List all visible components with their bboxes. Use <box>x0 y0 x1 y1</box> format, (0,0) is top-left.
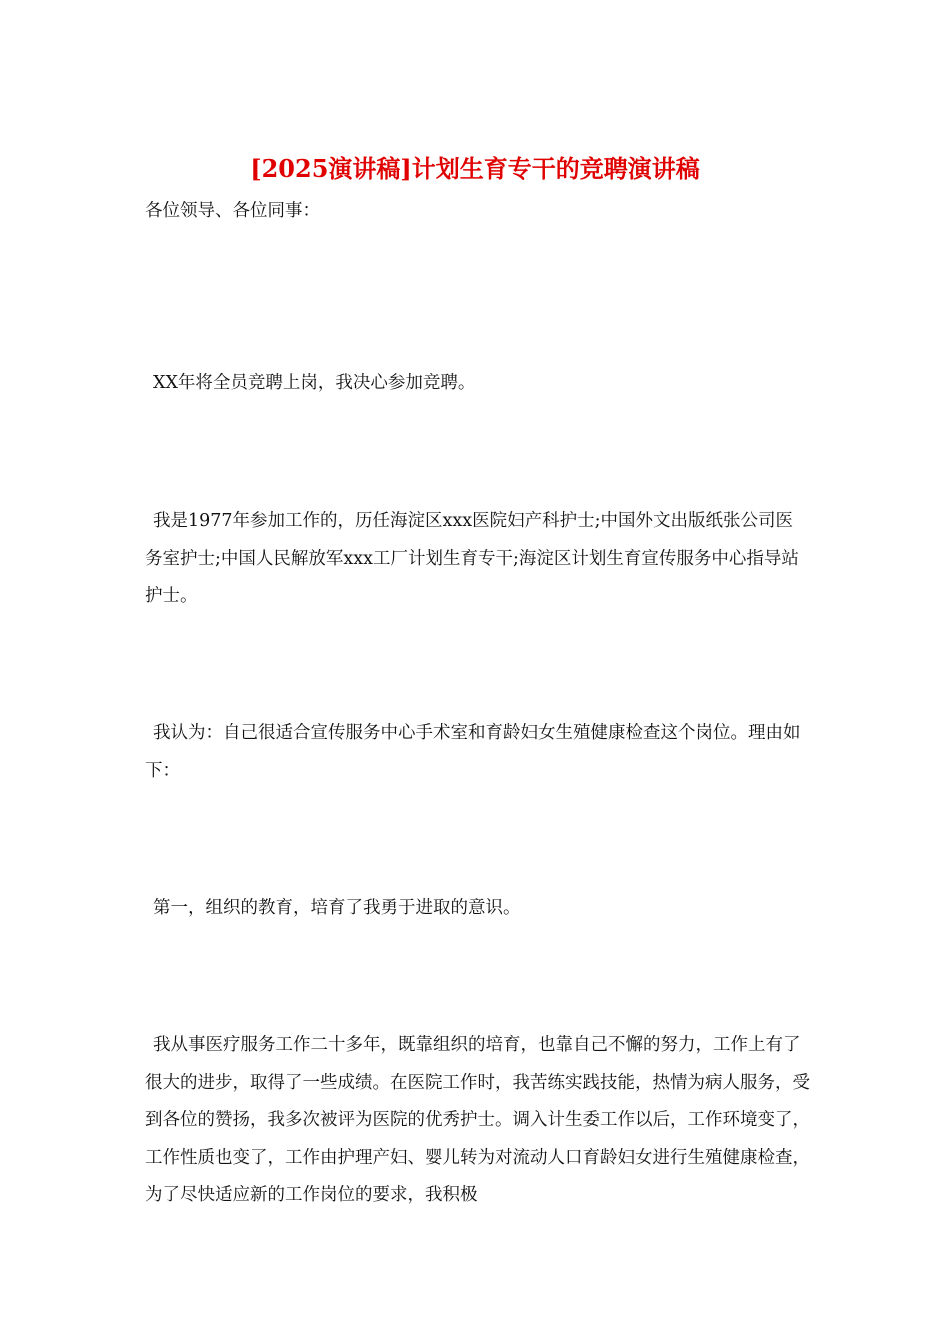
body-paragraph: 第一，组织的教育，培育了我勇于进取的意识。 <box>153 898 521 918</box>
body-paragraph: 我从事医疗服务工作二十多年，既靠组织的培育，也靠自己不懈的努力，工作上有了很大的进步，取得了一些成绩。在医院工作时，我苦练实践技能，热情为病人服务，受到各位的赞扬，我多次被评为医院的优秀护士。调入计生委工作以后，工作环境变了，工作性质也变了，工作由护理产妇、婴儿转为对流动人口育龄妇女进行生殖健康检查，为了尽快适应新的工作岗位的要求，我积极 <box>145 1035 810 1205</box>
body-paragraph: 我是1977年参加工作的，历任海淀区xxx医院妇产科护士;中国外文出版纸张公司医务室护士;中国人民解放军xxx工厂计划生育专干;海淀区计划生育宣传服务中心指导站护士。 <box>145 511 799 606</box>
document-title: [2025演讲稿]计划生育专干的竞聘演讲稿 <box>250 154 700 183</box>
salutation: 各位领导、各位同事： <box>145 201 320 221</box>
body-paragraph: 我认为：自己很适合宣传服务中心手术室和育龄妇女生殖健康检查这个岗位。理由如下： <box>145 723 801 781</box>
body-paragraph: XX年将全员竞聘上岗，我决心参加竞聘。 <box>153 373 476 393</box>
